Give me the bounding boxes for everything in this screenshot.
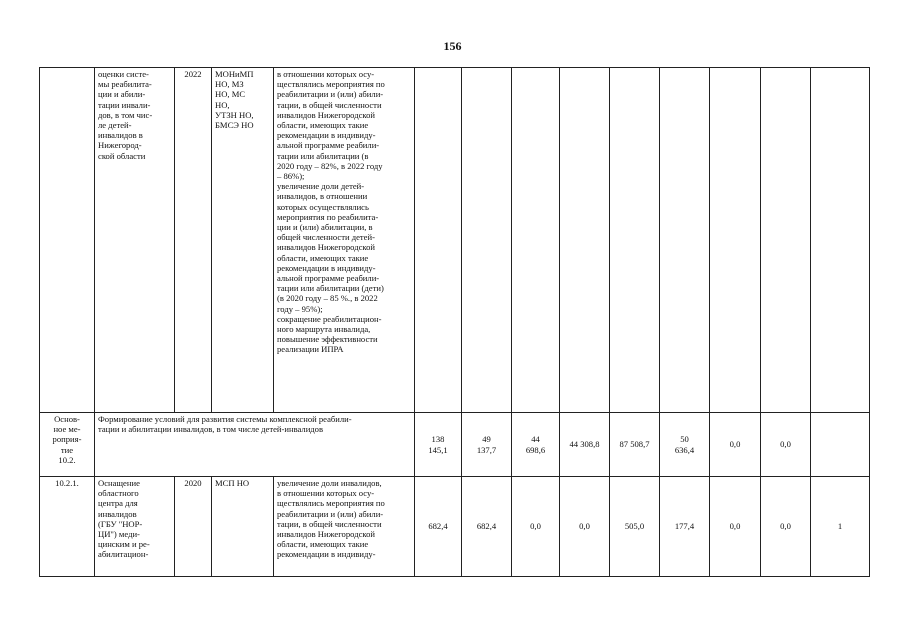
cell-value: 0,0 xyxy=(761,477,811,577)
cell-value: 682,4 xyxy=(462,477,512,577)
cell-event-title: Формирование условий для развития системы комплексной реабили- тации и абилитации инвалидов, в том числе детей-инвалидов xyxy=(95,413,415,477)
cell-value xyxy=(811,413,870,477)
cell-value: 44 698,6 xyxy=(512,413,560,477)
cell-measure-name: оценки систе- мы реабилита- ции и абили- тации инвали- дов, в том чис- ле детей- инвалидов в Нижегород- ской области xyxy=(95,68,175,413)
cell-value: 682,4 xyxy=(415,477,462,577)
cell-value: 87 508,7 xyxy=(610,413,660,477)
cell-empty xyxy=(415,68,462,413)
cell-empty xyxy=(462,68,512,413)
cell-value: 49 137,7 xyxy=(462,413,512,477)
table-row xyxy=(40,413,870,477)
cell-value: 138 145,1 xyxy=(415,413,462,477)
cell-value: 0,0 xyxy=(761,413,811,477)
cell-year: 2020 xyxy=(175,477,212,577)
cell-label: 10.2.1. xyxy=(40,477,95,577)
cell-measure-name: Оснащение областного центра для инвалидов (ГБУ "НОР- ЦИ") меди- цинским и ре- абилитацион- xyxy=(95,477,175,577)
cell-value: 50 636,4 xyxy=(660,413,710,477)
cell-result: в отношении которых осу- ществлялись мероприятия по реабилитации и (или) абили- тации, в общей численности инвалидов Нижегородской области, имеющих такие рекомендации в индивиду- альной программе реабили- тации или абилитации (в 2020 году – 82%, в 2022 году – 86%); увеличение доли детей- инвалидов, в отношении которых осуществлялись мероприятия по реабилита- ции и (или) абилитации, в общей численности детей- инвалидов Нижегородской области, имеющих такие рекомендации в индивиду- альной программе реабили- тации или абилитации (дети) (в 2020 году – 85 %., в 2022 году – 95%); сокращение реабилитацион- ного маршрута инвалида, повышение эффективности реализации ИПРА xyxy=(274,68,415,413)
cell-result: увеличение доли инвалидов, в отношении которых осу- ществлялись мероприятия по реабилитации и (или) абили- тации, в общей численности инвалидов Нижегородской области, имеющих такие рекомендации в индивиду- xyxy=(274,477,415,577)
cell-empty xyxy=(512,68,560,413)
cell-executors: МСП НО xyxy=(212,477,274,577)
cell-value: 0,0 xyxy=(710,413,761,477)
cell-value: 177,4 xyxy=(660,477,710,577)
cell-empty xyxy=(610,68,660,413)
cell-value: 44 308,8 xyxy=(560,413,610,477)
cell-empty xyxy=(660,68,710,413)
cell-value: 0,0 xyxy=(512,477,560,577)
cell-empty xyxy=(761,68,811,413)
cell-label: Основ- ное ме- роприя- тие 10.2. xyxy=(40,413,95,477)
cell-executors: МОНиМП НО, МЗ НО, МС НО, УТЗН НО, БМСЭ НО xyxy=(212,68,274,413)
table-row xyxy=(40,68,870,413)
cell-value: 1 xyxy=(811,477,870,577)
page-number: 156 xyxy=(443,39,462,53)
cell-empty xyxy=(710,68,761,413)
cell-value: 0,0 xyxy=(560,477,610,577)
cell-empty xyxy=(811,68,870,413)
cell-empty xyxy=(560,68,610,413)
cell-year: 2022 xyxy=(175,68,212,413)
program-table xyxy=(39,67,870,577)
cell-value: 0,0 xyxy=(710,477,761,577)
cell-value: 505,0 xyxy=(610,477,660,577)
table-row xyxy=(40,477,870,577)
cell-label xyxy=(40,68,95,413)
